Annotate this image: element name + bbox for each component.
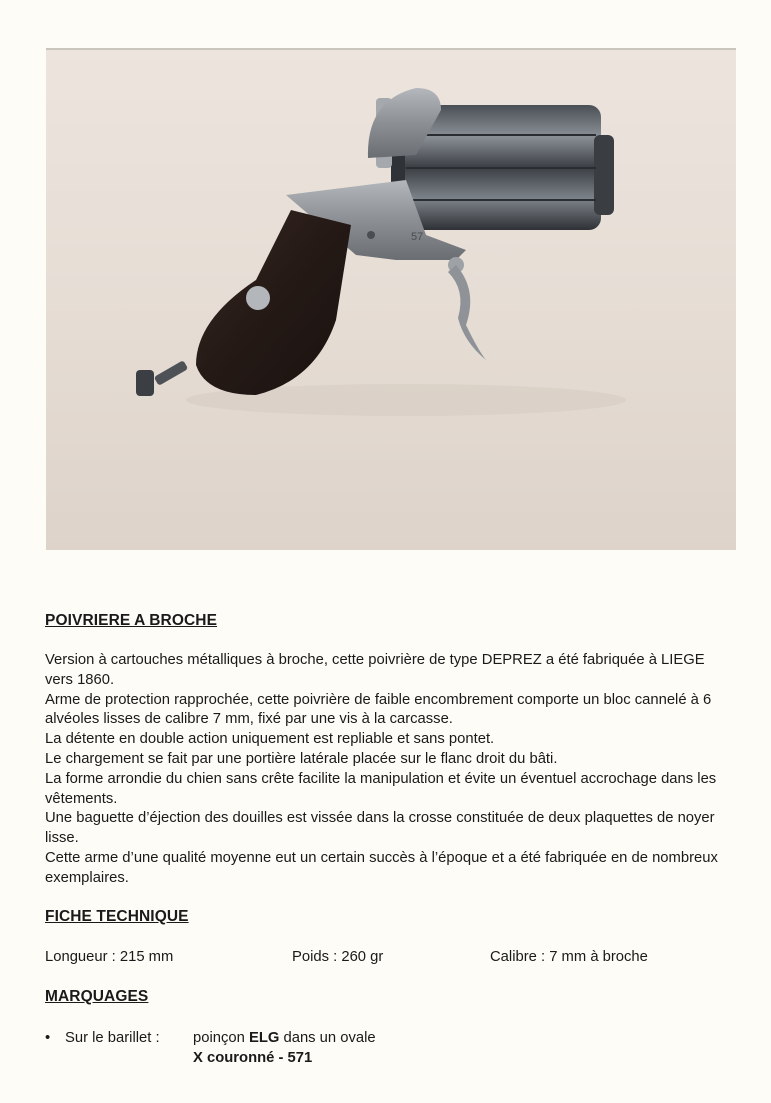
paragraph-version: Version à cartouches métalliques à broche, cette poivrière de type DEPREZ a été fabriquée à LIEGE vers 1860.	[45, 652, 705, 688]
paragraph-ejector: Une baguette d’éjection des douilles est vissée dans la crosse constituée de deux plaquettes de noyer lisse.	[45, 810, 715, 847]
spec-caliber: Calibre : 7 mm à broche	[490, 948, 648, 965]
paragraph-hammer: La forme arrondie du chien sans crête facilite la manipulation et évite un éventuel accrochage dans les vêtements.	[45, 770, 717, 807]
pistol-photo	[46, 48, 736, 550]
description-text	[45, 651, 735, 889]
list-item	[45, 1028, 735, 1048]
marking-elg: ELG	[248, 1029, 280, 1046]
tech-specs	[45, 947, 735, 967]
marking-pre: poinçon	[193, 1029, 249, 1046]
spec-length: Longueur : 215 mm	[45, 948, 174, 965]
frame-engraving: 57	[411, 231, 424, 243]
markings-heading: MARQUAGES	[45, 987, 149, 1005]
description-content	[45, 611, 735, 1068]
marking-value-line1	[193, 1028, 376, 1048]
bullet-icon: •	[45, 1029, 51, 1046]
spec-weight: Poids : 260 gr	[292, 948, 384, 965]
marking-location: Sur le barillet :	[65, 1029, 160, 1046]
list-item	[45, 1048, 735, 1068]
marking-crown: X couronné - 571	[193, 1049, 313, 1066]
markings-list	[45, 1028, 735, 1068]
marking-post: dans un ovale	[279, 1029, 376, 1046]
paragraph-protection: Arme de protection rapprochée, cette poivrière de faible encombrement comporte un bloc cannelé à 6 alvéoles lisses de calibre 7 mm, fixé par une vis à la carcasse.	[45, 691, 712, 728]
tech-sheet-heading: FICHE TECHNIQUE	[45, 907, 189, 925]
page-title: POIVRIERE A BROCHE	[45, 612, 218, 629]
paragraph-quality: Cette arme d’une qualité moyenne eut un certain succès à l’époque et a été fabriquée en de nombreux exemplaires.	[45, 849, 718, 886]
paragraph-loading: Le chargement se fait par une portière latérale placée sur le flanc droit du bâti.	[45, 750, 558, 767]
paragraph-trigger: La détente en double action uniquement est repliable et sans pontet.	[45, 731, 495, 748]
marking-value-line2	[193, 1048, 312, 1068]
pepperbox-pistol-illustration	[46, 50, 736, 550]
